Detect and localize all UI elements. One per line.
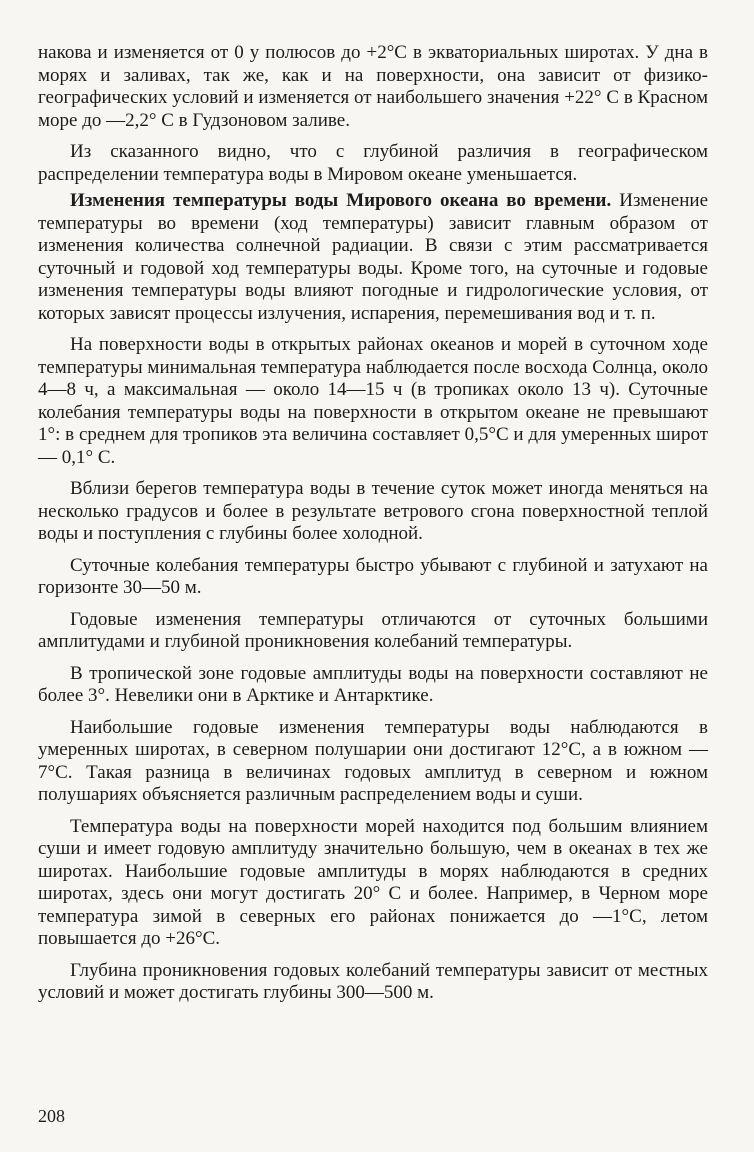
paragraph: Наибольшие годовые изменения температуры воды наблюдаются в умеренных широтах, в северном полушарии они достигают 12°С, а в южном — 7°С. Такая разница в величинах годовых амплитуд в северном и южном полушариях объясняется различным распределением воды и суши. bbox=[38, 716, 708, 805]
paragraph: Суточные колебания температуры быстро убывают с глубиной и затухают на горизонте 30—50 м. bbox=[38, 554, 708, 598]
paragraph: накова и изменяется от 0 у полюсов до +2°С в экваториальных широтах. У дна в морях и заливах, так же, как и на поверхности, она зависит от физико-географических условий и изменяется от наибольшего значения +22° С в Красном море до —2,2° С в Гудзоновом заливе. bbox=[38, 42, 708, 131]
paragraph-with-heading bbox=[38, 190, 708, 325]
paragraph: Годовые изменения температуры отличаются от суточных большими амплитудами и глубиной проникновения колебаний температуры. bbox=[38, 608, 708, 652]
paragraph: Вблизи берегов температура воды в течение суток может иногда меняться на несколько градусов и более в результате ветрового сгона поверхностной теплой воды и поступления с глубины более холодной. bbox=[38, 478, 708, 544]
paragraph-text: Изменение температуры во времени (ход температуры) зависит главным образом от изменения количества солнечной радиации. В связи с этим рассматривается суточный и годовой ход температуры воды. Кроме того, на суточные и годовые изменения температуры воды влияют погодные и гидрологические условия, от которых зависят процессы излучения, испарения, перемешивания вод и т. п. bbox=[38, 190, 709, 324]
paragraph: Температура воды на поверхности морей находится под большим влиянием суши и имеет годовую амплитуду значительно большую, чем в океанах в тех же широтах. Наибольшие годовые амплитуды в морях наблюдаются в средних широтах, здесь они могут достигать 20° С и более. Например, в Черном море температура зимой в северных его районах понижается до —1°С, летом повышается до +26°С. bbox=[38, 815, 708, 949]
paragraph: Из сказанного видно, что с глубиной различия в географическом распределении температура воды в Мировом океане уменьшается. bbox=[38, 141, 708, 185]
section-heading: Изменения температуры воды Мирового океана во времени. bbox=[70, 190, 612, 211]
paragraph: На поверхности воды в открытых районах океанов и морей в суточном ходе температуры минимальная температура наблюдается после восхода Солнца, около 4—8 ч, а максимальная — около 14—15 ч (в тропиках около 13 ч). Суточные колебания температуры воды на поверхности в открытом океане не превышают 1°: в среднем для тропиков эта величина составляет 0,5°С и для умеренных широт — 0,1° С. bbox=[38, 334, 708, 468]
paragraph: Глубина проникновения годовых колебаний температуры зависит от местных условий и может достигать глубины 300—500 м. bbox=[38, 959, 708, 1003]
page-number: 208 bbox=[38, 1106, 65, 1126]
paragraph: В тропической зоне годовые амплитуды воды на поверхности составляют не более 3°. Невелики они в Арктике и Антарктике. bbox=[38, 662, 708, 706]
body-text bbox=[38, 42, 708, 1014]
